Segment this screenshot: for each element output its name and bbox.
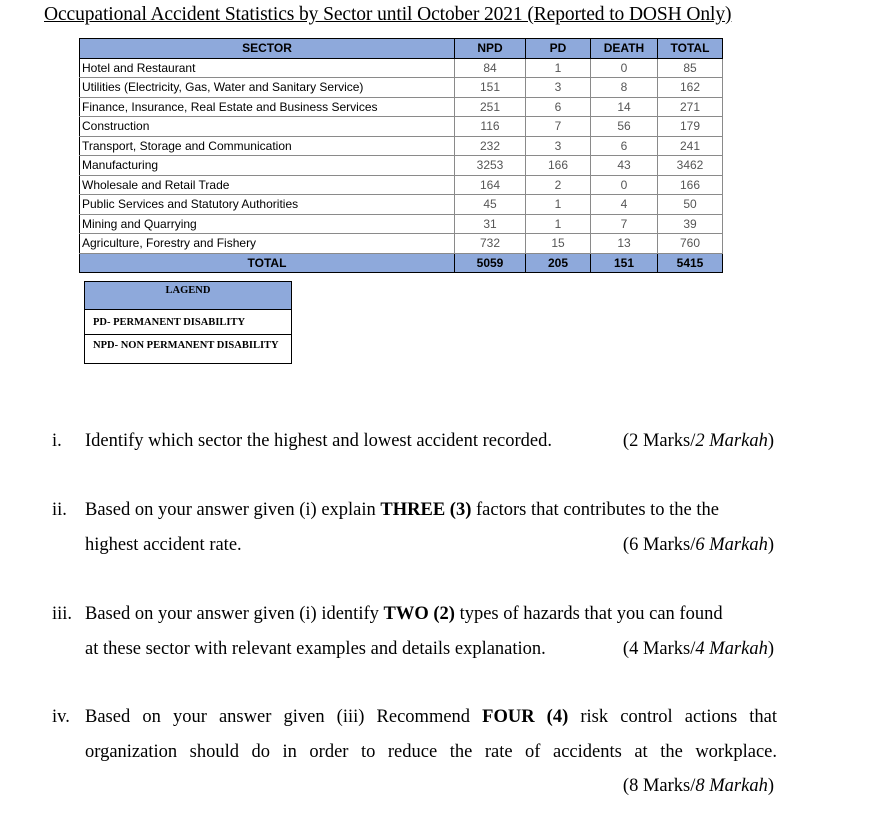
legend-item-pd: PD- PERMANENT DISABILITY (85, 310, 291, 335)
pd-cell: 1 (526, 58, 591, 78)
pd-cell: 3 (526, 136, 591, 156)
pd-cell: 7 (526, 117, 591, 137)
npd-cell: 732 (455, 234, 526, 254)
pd-cell: 3 (526, 78, 591, 98)
pd-cell: 15 (526, 234, 591, 254)
npd-cell: 232 (455, 136, 526, 156)
death-cell: 13 (591, 234, 658, 254)
question-text: Based on your answer given (iii) Recommend FOUR (4) risk control actions that (85, 707, 778, 727)
total-label: TOTAL (80, 253, 455, 273)
question-marks: (4 Marks/4 Markah) (622, 639, 774, 659)
table-header-row (80, 39, 723, 59)
question-marks: (6 Marks/6 Markah) (622, 535, 774, 555)
total-cell: 166 (658, 175, 723, 195)
npd-cell: 164 (455, 175, 526, 195)
total-cell: 760 (658, 234, 723, 254)
sector-cell: Transport, Storage and Communication (80, 136, 455, 156)
death-cell: 6 (591, 136, 658, 156)
header-sector: SECTOR (80, 39, 455, 59)
death-cell: 7 (591, 214, 658, 234)
question-number: i. (52, 431, 62, 451)
table-row (80, 58, 723, 78)
sector-cell: Agriculture, Forestry and Fishery (80, 234, 455, 254)
total-cell: 85 (658, 58, 723, 78)
table-row (80, 234, 723, 254)
sector-cell: Public Services and Statutory Authorities (80, 195, 455, 215)
header-total: TOTAL (658, 39, 723, 59)
npd-cell: 45 (455, 195, 526, 215)
sector-cell: Utilities (Electricity, Gas, Water and Sanitary Service) (80, 78, 455, 98)
question-number: ii. (52, 500, 67, 520)
table-row (80, 97, 723, 117)
header-npd: NPD (455, 39, 526, 59)
death-cell: 8 (591, 78, 658, 98)
npd-cell: 116 (455, 117, 526, 137)
question-number: iii. (52, 604, 73, 624)
pd-cell: 2 (526, 175, 591, 195)
total-cell: 50 (658, 195, 723, 215)
header-pd: PD (526, 39, 591, 59)
question-text-line2: at these sector with relevant examples and details explanation. (85, 639, 546, 659)
total-cell: 39 (658, 214, 723, 234)
legend-title: LAGEND (85, 282, 291, 310)
total-death: 151 (591, 253, 658, 273)
sector-cell: Construction (80, 117, 455, 137)
total-cell: 271 (658, 97, 723, 117)
question-text-line2: highest accident rate. (85, 535, 242, 555)
table-row (80, 214, 723, 234)
question-number: iv. (52, 707, 70, 727)
question-text-line2: organization should do in order to reduce the rate of accidents at the workplace. (85, 742, 777, 762)
npd-cell: 31 (455, 214, 526, 234)
total-cell: 179 (658, 117, 723, 137)
accident-statistics-table (79, 38, 723, 273)
total-npd: 5059 (455, 253, 526, 273)
pd-cell: 6 (526, 97, 591, 117)
total-total: 5415 (658, 253, 723, 273)
death-cell: 56 (591, 117, 658, 137)
npd-cell: 3253 (455, 156, 526, 176)
pd-cell: 166 (526, 156, 591, 176)
question-marks: (8 Marks/8 Markah) (622, 776, 774, 796)
death-cell: 4 (591, 195, 658, 215)
question-text: Identify which sector the highest and lowest accident recorded. (85, 431, 552, 451)
sector-cell: Finance, Insurance, Real Estate and Business Services (80, 97, 455, 117)
question-text: Based on your answer given (i) identify TWO (2) types of hazards that you can found (85, 604, 723, 624)
sector-cell: Manufacturing (80, 156, 455, 176)
total-cell: 162 (658, 78, 723, 98)
table-row (80, 78, 723, 98)
legend-item-npd: NPD- NON PERMANENT DISABILITY (93, 340, 279, 351)
total-cell: 241 (658, 136, 723, 156)
page-title: Occupational Accident Statistics by Sector until October 2021 (Reported to DOSH Only) (44, 4, 732, 25)
death-cell: 0 (591, 175, 658, 195)
sector-cell: Hotel and Restaurant (80, 58, 455, 78)
death-cell: 14 (591, 97, 658, 117)
question-text: Based on your answer given (i) explain THREE (3) factors that contributes to the the (85, 500, 719, 520)
question-marks: (2 Marks/2 Markah) (622, 431, 774, 451)
table-row (80, 175, 723, 195)
total-cell: 3462 (658, 156, 723, 176)
table-row (80, 195, 723, 215)
sector-cell: Wholesale and Retail Trade (80, 175, 455, 195)
npd-cell: 151 (455, 78, 526, 98)
header-death: DEATH (591, 39, 658, 59)
pd-cell: 1 (526, 214, 591, 234)
total-pd: 205 (526, 253, 591, 273)
death-cell: 43 (591, 156, 658, 176)
death-cell: 0 (591, 58, 658, 78)
npd-cell: 84 (455, 58, 526, 78)
sector-cell: Mining and Quarrying (80, 214, 455, 234)
legend-box (84, 281, 292, 364)
table-row (80, 117, 723, 137)
table-total-row (80, 253, 723, 273)
table-row (80, 156, 723, 176)
table-row (80, 136, 723, 156)
npd-cell: 251 (455, 97, 526, 117)
pd-cell: 1 (526, 195, 591, 215)
